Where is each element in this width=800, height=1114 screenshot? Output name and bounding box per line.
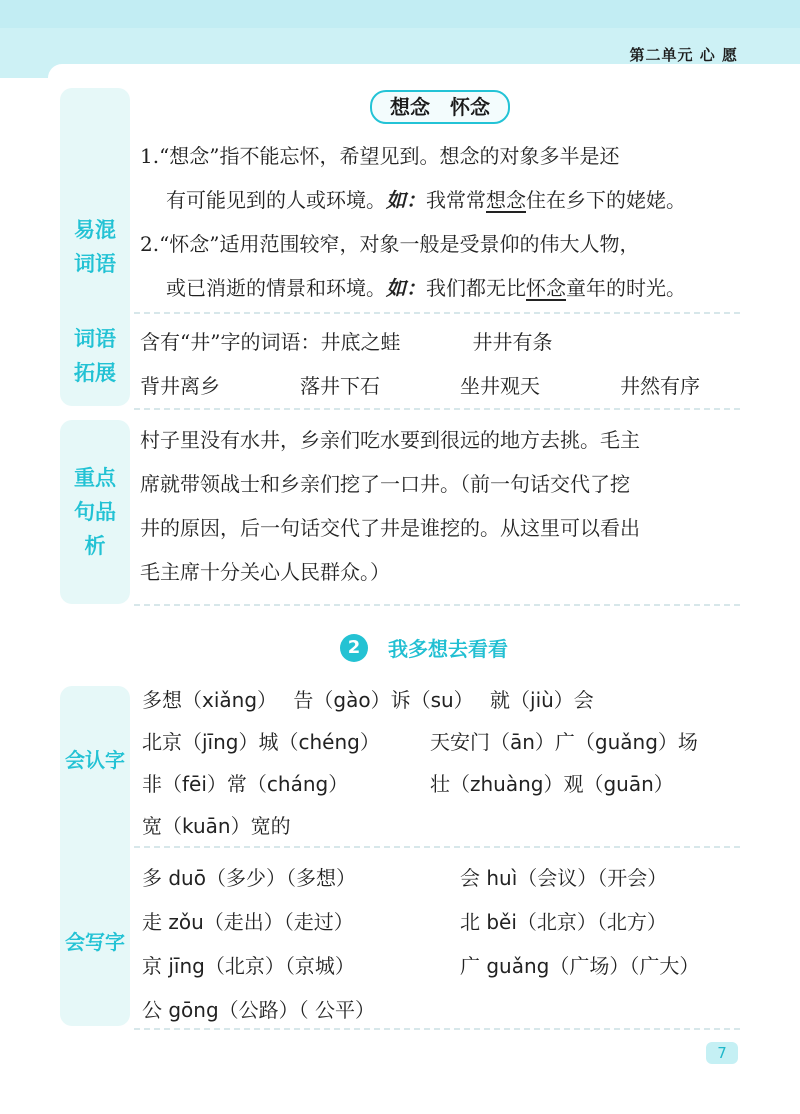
- section-title: 我多想去看看: [388, 637, 508, 661]
- write-item: 走 zǒu（走出）（走过）: [142, 910, 354, 934]
- label-write: 会写字: [65, 930, 125, 954]
- expansion-word: 坐井观天: [460, 374, 540, 398]
- label-expansion: 词语拓展: [74, 327, 116, 385]
- write-item: 公 gōng（公路）（ 公平）: [142, 998, 376, 1022]
- section-number-badge: 2: [340, 634, 368, 662]
- write-item: 多 duō（多少）（多想）: [142, 866, 356, 890]
- expansion-word: 落井下石: [300, 374, 380, 398]
- divider: [134, 408, 740, 410]
- key-sentence-line: 村子里没有水井，乡亲们吃水要到很远的地方去挑。毛主: [140, 428, 640, 452]
- divider: [134, 846, 740, 848]
- divider: [134, 1028, 740, 1030]
- confusable-title: 想念 怀念: [370, 90, 510, 124]
- expansion-row-1: 含有“井”字的词语：井底之蛙 井井有条: [140, 330, 553, 354]
- write-item: 会 huì（会议）（开会）: [460, 866, 668, 890]
- recognize-row-3a: 非（fēi）常（cháng）: [142, 772, 349, 796]
- confusable-line-1: 1.“想念”指不能忘怀，希望见到。想念的对象多半是还: [140, 144, 620, 168]
- expansion-word: 背井离乡: [140, 374, 220, 398]
- label-confusable: 易混词语: [60, 88, 130, 406]
- label-key-sentence: 重点句品析: [60, 420, 130, 604]
- confusable-line-4: 或已消逝的情景和环境。如：我们都无比怀念童年的时光。: [166, 276, 686, 300]
- recognize-row-2b: 天安门（ān）广（guǎng）场: [430, 730, 698, 754]
- recognize-row-4: 宽（kuān）宽的: [142, 814, 291, 838]
- confusable-line-3: 2.“怀念”适用范围较窄，对象一般是受景仰的伟大人物，: [140, 232, 640, 256]
- divider: [134, 604, 740, 606]
- divider: [134, 312, 740, 314]
- recognize-row-3b: 壮（zhuàng）观（guān）: [430, 772, 674, 796]
- label-recognize-write: [60, 686, 130, 1026]
- recognize-row-2a: 北京（jīng）城（chéng）: [142, 730, 380, 754]
- write-item: 京 jīng（北京）（京城）: [142, 954, 355, 978]
- write-item: 广 guǎng（广场）（广大）: [460, 954, 700, 978]
- page-number: 7: [706, 1042, 738, 1064]
- write-item: 北 běi（北京）（北方）: [460, 910, 667, 934]
- key-sentence-line: 井的原因，后一句话交代了井是谁挖的。从这里可以看出: [140, 516, 640, 540]
- confusable-line-2: 有可能见到的人或环境。如：我常常想念住在乡下的姥姥。: [166, 188, 686, 212]
- recognize-row-1: 多想（xiǎng） 告（gào）诉（su） 就（jiù）会: [142, 688, 594, 712]
- key-sentence-line: 席就带领战士和乡亲们挖了一口井。（前一句话交代了挖: [140, 472, 630, 496]
- key-sentence-line: 毛主席十分关心人民群众。）: [140, 560, 390, 584]
- label-recognize: 会认字: [65, 748, 125, 772]
- unit-title: 第二单元 心 愿: [629, 46, 738, 64]
- expansion-word: 井然有序: [620, 374, 700, 398]
